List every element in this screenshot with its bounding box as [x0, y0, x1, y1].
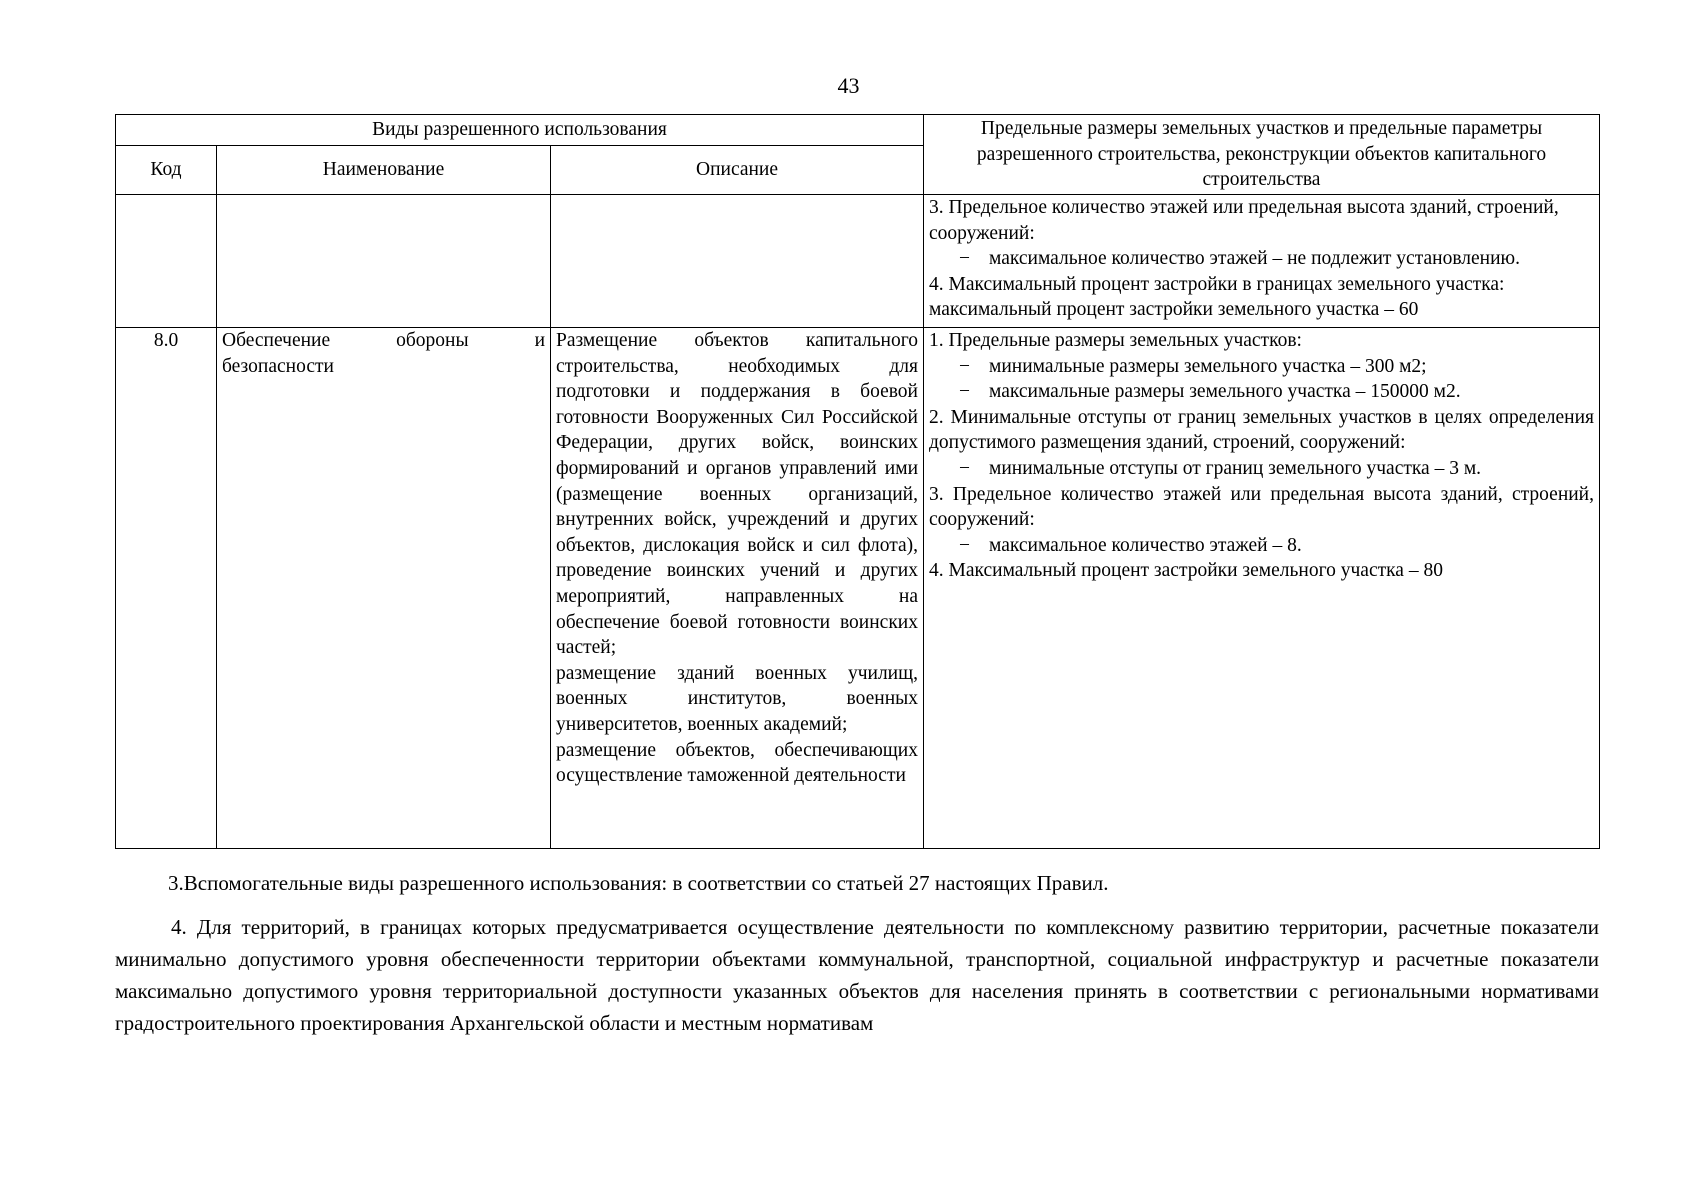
cell-code	[116, 195, 217, 328]
page-number: 43	[837, 73, 860, 98]
param-dash-text: минимальные отступы от границ земельного участка – 3 м.	[989, 457, 1482, 479]
cell-name	[217, 195, 551, 328]
header-name: Наименование	[217, 146, 551, 195]
desc-paragraph: размещение зданий военных училищ, военных институтов, военных университетов, военных академий;	[556, 662, 918, 735]
name-line: Обеспечение обороны и	[222, 330, 545, 351]
param-dash-item	[929, 379, 1594, 405]
param-dash-text: максимальное количество этажей – 8.	[989, 534, 1302, 556]
param-dash-item	[929, 533, 1594, 559]
header-params: Предельные размеры земельных участков и предельные параметры разрешенного строительства, реконструкции объектов капитального строительства	[924, 115, 1600, 195]
desc-paragraph: размещение объектов, обеспечивающих осуществление таможенной деятельности	[556, 739, 918, 787]
paragraph-territory-development: 4. Для территорий, в границах которых предусматривается осуществление деятельности по комплексному развитию территории, расчетные показатели минимально допустимого уровня обеспеченности территории объектами коммунальной, транспортной, социальной инфраструктур и расчетные показатели максимально допустимого уровня территориальной доступности указанных объектов для населения принять в соответствии с региональными нормативами градостроительного проектирования Архангельской области и местным нормативам	[115, 915, 1599, 1035]
param-dash-text: максимальные размеры земельного участка – 150000 м2.	[989, 381, 1461, 403]
param-dash-text: максимальное количество этажей – не подлежит установлению.	[989, 248, 1520, 270]
cell-description	[551, 195, 924, 328]
desc-paragraph: Размещение объектов капитального строительства, необходимых для подготовки и поддержания в боевой готовности Вооруженных Сил Российской Федерации, других войск, воинских формирований и органов управлений ими (размещение военных организаций, внутренних войск, учреждений и других объектов, дислокация войск и сил флота), проведение воинских учений и других мероприятий, направленных на обеспечение боевой готовности воинских частей;	[556, 330, 918, 659]
param-dash-item	[929, 246, 1594, 272]
param-line: 2. Минимальные отступы от границ земельных участков в целях определения допустимого размещения зданий, строений, сооружений:	[929, 406, 1594, 454]
header-permitted-uses: Виды разрешенного использования	[116, 115, 924, 146]
dash-bullet: −	[959, 534, 970, 556]
cell-description	[551, 328, 924, 849]
cell-params	[924, 195, 1600, 328]
dash-bullet: −	[959, 355, 970, 377]
paragraph-auxiliary-uses: 3.Вспомогательные виды разрешенного использования: в соответствии со статьей 27 настоящих Правил.	[168, 871, 1109, 895]
dash-bullet: −	[959, 248, 970, 270]
param-line: максимальный процент застройки земельного участка – 60	[929, 299, 1419, 321]
param-line: 3. Предельное количество этажей или предельная высота зданий, строений, сооружений:	[929, 483, 1594, 531]
cell-params	[924, 328, 1600, 849]
land-use-table	[115, 114, 1600, 849]
cell-code: 8.0	[116, 328, 217, 849]
header-description: Описание	[551, 146, 924, 195]
name-line: безопасности	[222, 355, 334, 377]
param-dash-item	[929, 456, 1594, 482]
param-line: 4. Максимальный процент застройки земельного участка – 80	[929, 560, 1443, 582]
table-row	[116, 195, 1600, 328]
header-code: Код	[116, 146, 217, 195]
param-line: 3. Предельное количество этажей или предельная высота зданий, строений, сооружений:	[929, 197, 1559, 244]
param-line: 1. Предельные размеры земельных участков:	[929, 330, 1302, 351]
table-header-row	[116, 115, 1600, 146]
dash-bullet: −	[959, 457, 970, 479]
dash-bullet: −	[959, 381, 970, 403]
param-dash-text: минимальные размеры земельного участка – 300 м2;	[989, 355, 1427, 377]
cell-name	[217, 328, 551, 849]
param-dash-item	[929, 354, 1594, 380]
table-row	[116, 328, 1600, 849]
param-line: 4. Максимальный процент застройки в границах земельного участка:	[929, 273, 1505, 295]
